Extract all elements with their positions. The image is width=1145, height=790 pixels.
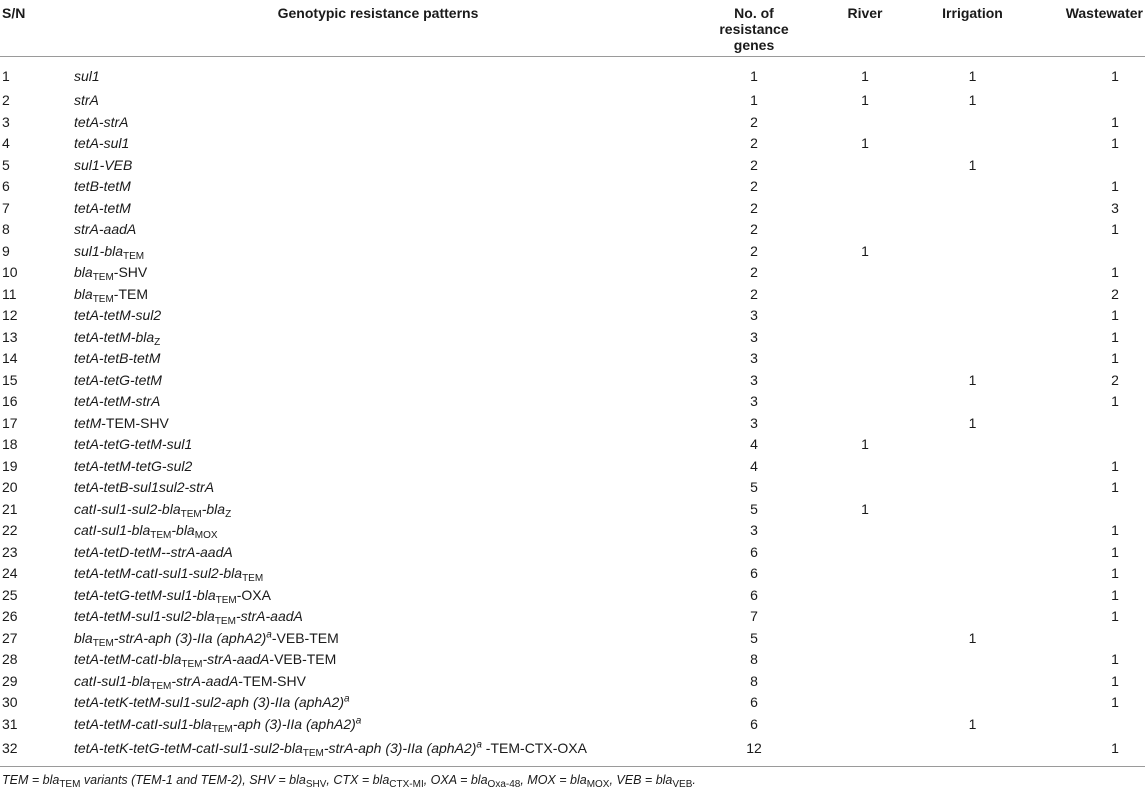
row-no-genes: 12 <box>746 739 762 756</box>
row-wastewater <box>1025 498 1145 520</box>
row-wastewater: 1 <box>1111 522 1119 539</box>
table-row <box>0 391 1145 413</box>
header-sn: S/N <box>0 0 58 56</box>
row-wastewater: 1 <box>1111 694 1119 711</box>
row-no-genes: 6 <box>750 715 758 732</box>
row-pattern: tetA-tetG-tetM <box>74 371 162 388</box>
row-pattern: strA-aadA <box>74 221 137 238</box>
row-irrigation <box>920 111 1025 133</box>
table-row <box>0 498 1145 520</box>
row-wastewater: 1 <box>1111 651 1119 668</box>
row-no-genes: 2 <box>750 178 758 195</box>
row-irrigation <box>920 391 1025 413</box>
row-irrigation <box>920 434 1025 456</box>
row-sn: 16 <box>2 393 18 410</box>
row-pattern: sul1-VEB <box>74 156 133 173</box>
row-pattern: tetA-tetM-sul2 <box>74 307 162 324</box>
row-no-genes: 3 <box>750 328 758 345</box>
table-row <box>0 262 1145 284</box>
row-pattern: tetA-sul1 <box>74 135 130 152</box>
row-pattern: catI-sul1-bla$_{TEM}$-strA-aadA-TEM-SHV <box>74 672 306 692</box>
table-row <box>0 90 1145 112</box>
row-no-genes: 2 <box>750 242 758 259</box>
table-row <box>0 326 1145 348</box>
header-pattern: Genotypic resistance patterns <box>58 0 698 56</box>
row-river <box>810 606 920 628</box>
row-river: 1 <box>861 242 869 259</box>
row-irrigation <box>920 455 1025 477</box>
row-river <box>810 111 920 133</box>
row-river <box>810 649 920 671</box>
row-no-genes: 2 <box>750 113 758 130</box>
row-no-genes: 1 <box>750 68 758 84</box>
row-river <box>810 369 920 391</box>
row-pattern: bla$_{TEM}$-TEM <box>74 285 149 305</box>
row-pattern: bla$_{TEM}$-SHV <box>74 264 148 284</box>
row-pattern: sul1 <box>74 68 100 84</box>
row-pattern: tetA-tetG-tetM-sul1 <box>74 436 193 453</box>
row-wastewater: 1 <box>1111 178 1119 195</box>
row-irrigation: 1 <box>968 92 977 109</box>
row-pattern: tetB-tetM <box>74 178 131 195</box>
row-river <box>810 197 920 219</box>
row-no-genes: 6 <box>750 694 758 711</box>
table-row <box>0 713 1145 735</box>
row-no-genes: 4 <box>750 457 758 474</box>
row-no-genes: 8 <box>750 672 758 689</box>
row-irrigation <box>920 133 1025 155</box>
row-sn: 27 <box>2 629 18 646</box>
row-no-genes: 8 <box>750 651 758 668</box>
row-wastewater: 1 <box>1111 264 1119 281</box>
table-row <box>0 627 1145 649</box>
row-sn: 9 <box>2 242 10 259</box>
row-river <box>810 391 920 413</box>
row-sn: 30 <box>2 694 18 711</box>
table-row <box>0 670 1145 692</box>
row-river <box>810 735 920 766</box>
table-row <box>0 735 1145 766</box>
row-river <box>810 326 920 348</box>
row-wastewater: 1 <box>1111 586 1119 603</box>
row-pattern: tetA-strA <box>74 113 129 130</box>
row-sn: 23 <box>2 543 18 560</box>
row-river: 1 <box>861 92 869 109</box>
row-river <box>810 176 920 198</box>
row-river <box>810 670 920 692</box>
row-sn: 29 <box>2 672 18 689</box>
table-row <box>0 176 1145 198</box>
row-river <box>810 305 920 327</box>
row-river: 1 <box>861 436 869 453</box>
row-wastewater: 1 <box>1111 68 1119 84</box>
header-no-genes-line1: No. of <box>734 5 774 21</box>
table-row <box>0 111 1145 133</box>
row-wastewater: 1 <box>1111 135 1119 152</box>
header-row <box>0 0 1145 56</box>
row-irrigation: 1 <box>968 715 977 732</box>
row-river <box>810 219 920 241</box>
row-no-genes: 3 <box>750 307 758 324</box>
row-pattern: tetA-tetK-tetG-tetM-catI-sul1-sul2-bla$_{TEM}$-strA-aph (3)-IIa (aphA2)$^a$ -TEM-CTX-OXA <box>74 738 587 759</box>
row-river <box>810 348 920 370</box>
row-sn: 17 <box>2 414 18 431</box>
row-sn: 13 <box>2 328 18 345</box>
row-river <box>810 154 920 176</box>
row-no-genes: 5 <box>750 500 758 517</box>
row-no-genes: 4 <box>750 436 758 453</box>
row-pattern: tetA-tetD-tetM--strA-aadA <box>74 543 233 560</box>
row-pattern: tetA-tetB-tetM <box>74 350 161 367</box>
row-irrigation: 1 <box>968 68 977 84</box>
row-wastewater: 3 <box>1111 199 1119 216</box>
row-wastewater: 1 <box>1111 479 1119 496</box>
row-wastewater <box>1025 434 1145 456</box>
row-no-genes: 3 <box>750 350 758 367</box>
row-pattern: tetM-TEM-SHV <box>74 414 169 431</box>
row-irrigation <box>920 541 1025 563</box>
row-wastewater: 1 <box>1111 672 1119 689</box>
row-river <box>810 627 920 649</box>
row-sn: 10 <box>2 264 18 281</box>
row-irrigation <box>920 305 1025 327</box>
row-sn: 11 <box>2 285 17 302</box>
header-wastewater: Wastewater <box>1025 0 1145 56</box>
row-no-genes: 5 <box>750 479 758 496</box>
table-row <box>0 606 1145 628</box>
row-sn: 4 <box>2 135 10 152</box>
table-row <box>0 369 1145 391</box>
table-row <box>0 563 1145 585</box>
row-pattern: tetA-tetM-catI-sul1-sul2-bla$_{TEM}$ <box>74 565 264 585</box>
table-row <box>0 477 1145 499</box>
row-pattern: tetA-tetM-catI-sul1-bla$_{TEM}$-aph (3)-IIa (aphA2)$^a$ <box>74 715 362 735</box>
table-row <box>0 584 1145 606</box>
row-river <box>810 477 920 499</box>
header-river: River <box>810 0 920 56</box>
row-sn: 31 <box>2 715 18 732</box>
table-row <box>0 56 1145 90</box>
row-no-genes: 2 <box>750 264 758 281</box>
row-sn: 25 <box>2 586 18 603</box>
row-sn: 19 <box>2 457 18 474</box>
row-pattern: sul1-bla$_{TEM}$ <box>74 242 145 262</box>
table-row <box>0 455 1145 477</box>
row-river <box>810 520 920 542</box>
row-sn: 18 <box>2 436 18 453</box>
row-wastewater: 1 <box>1111 221 1119 238</box>
row-river <box>810 541 920 563</box>
row-pattern: tetA-tetM-sul1-sul2-bla$_{TEM}$-strA-aadA <box>74 608 303 628</box>
row-wastewater <box>1025 240 1145 262</box>
row-river: 1 <box>861 135 869 152</box>
table-row <box>0 520 1145 542</box>
row-wastewater <box>1025 412 1145 434</box>
row-wastewater <box>1025 154 1145 176</box>
table-row <box>0 692 1145 714</box>
row-irrigation <box>920 670 1025 692</box>
row-sn: 7 <box>2 199 10 216</box>
row-sn: 6 <box>2 178 10 195</box>
row-no-genes: 2 <box>750 156 758 173</box>
row-wastewater: 1 <box>1111 565 1119 582</box>
table-header <box>0 0 1145 56</box>
row-no-genes: 3 <box>750 414 758 431</box>
row-irrigation <box>920 240 1025 262</box>
row-sn: 12 <box>2 307 18 324</box>
row-river: 1 <box>861 68 869 84</box>
row-irrigation <box>920 348 1025 370</box>
row-no-genes: 7 <box>750 608 758 625</box>
row-sn: 15 <box>2 371 18 388</box>
row-wastewater: 1 <box>1111 350 1119 367</box>
row-river <box>810 713 920 735</box>
row-irrigation <box>920 735 1025 766</box>
row-river: 1 <box>861 500 869 517</box>
row-river <box>810 283 920 305</box>
row-irrigation <box>920 584 1025 606</box>
row-wastewater: 2 <box>1111 285 1119 302</box>
row-wastewater <box>1025 627 1145 649</box>
row-pattern: tetA-tetM-catI-bla$_{TEM}$-strA-aadA-VEB-TEM <box>74 651 337 671</box>
table-body <box>0 56 1145 766</box>
row-wastewater: 1 <box>1111 307 1119 324</box>
row-irrigation <box>920 649 1025 671</box>
row-irrigation <box>920 477 1025 499</box>
row-irrigation <box>920 283 1025 305</box>
row-sn: 5 <box>2 156 10 173</box>
row-pattern: tetA-tetK-tetM-sul1-sul2-aph (3)-IIa (aphA2)$^a$ <box>74 693 350 711</box>
row-irrigation <box>920 692 1025 714</box>
row-irrigation <box>920 326 1025 348</box>
row-river <box>810 455 920 477</box>
row-river <box>810 412 920 434</box>
row-no-genes: 5 <box>750 629 758 646</box>
row-pattern: catI-sul1-sul2-bla$_{TEM}$-bla$_Z$ <box>74 500 232 520</box>
row-sn: 1 <box>2 68 10 84</box>
row-wastewater: 1 <box>1111 113 1119 130</box>
table-row <box>0 240 1145 262</box>
row-no-genes: 2 <box>750 221 758 238</box>
header-irrigation: Irrigation <box>920 0 1025 56</box>
row-irrigation <box>920 606 1025 628</box>
row-wastewater: 1 <box>1111 608 1119 625</box>
row-sn: 26 <box>2 608 18 625</box>
row-irrigation: 1 <box>968 414 977 431</box>
row-no-genes: 2 <box>750 285 758 302</box>
row-wastewater: 1 <box>1111 457 1119 474</box>
row-sn: 14 <box>2 350 18 367</box>
row-sn: 22 <box>2 522 18 539</box>
row-irrigation <box>920 563 1025 585</box>
row-sn: 21 <box>2 500 18 517</box>
row-wastewater <box>1025 90 1145 112</box>
row-no-genes: 2 <box>750 199 758 216</box>
row-wastewater <box>1025 713 1145 735</box>
row-sn: 2 <box>2 92 10 109</box>
header-no-genes <box>698 0 810 56</box>
row-wastewater: 2 <box>1111 371 1119 388</box>
row-no-genes: 3 <box>750 371 758 388</box>
table-row <box>0 219 1145 241</box>
row-river <box>810 584 920 606</box>
table-row <box>0 305 1145 327</box>
row-pattern: tetA-tetG-tetM-sul1-bla$_{TEM}$-OXA <box>74 586 271 606</box>
row-wastewater: 1 <box>1111 328 1119 345</box>
table-row <box>0 541 1145 563</box>
row-sn: 24 <box>2 565 18 582</box>
row-pattern: bla$_{TEM}$-strA-aph (3)-IIa (aphA2)$^a$-VEB-TEM <box>74 629 339 649</box>
row-no-genes: 3 <box>750 522 758 539</box>
row-irrigation <box>920 176 1025 198</box>
row-no-genes: 3 <box>750 393 758 410</box>
row-pattern: strA <box>74 92 99 109</box>
row-river <box>810 262 920 284</box>
row-no-genes: 2 <box>750 135 758 152</box>
row-wastewater: 1 <box>1111 739 1119 756</box>
row-no-genes: 1 <box>750 92 758 109</box>
table-row <box>0 649 1145 671</box>
row-irrigation: 1 <box>968 156 977 173</box>
row-wastewater: 1 <box>1111 543 1119 560</box>
table-row <box>0 348 1145 370</box>
row-pattern: tetA-tetM-strA <box>74 393 161 410</box>
row-pattern: tetA-tetB-sul1sul2-strA <box>74 479 215 496</box>
row-wastewater: 1 <box>1111 393 1119 410</box>
table-footnote: TEM = bla$_{TEM}$ variants (TEM-1 and TEM-2), SHV = bla$_{SHV}$, CTX = bla$_{CTX-MI}$, OXA = bla$_{Oxa-48}$, MOX = bla$_{MOX}$, VEB = bla$_{VEB}$. <box>2 772 696 790</box>
row-sn: 32 <box>2 739 18 756</box>
row-sn: 3 <box>2 113 10 130</box>
row-irrigation: 1 <box>968 371 977 388</box>
row-irrigation: 1 <box>968 629 977 646</box>
row-sn: 20 <box>2 479 18 496</box>
row-pattern: catI-sul1-bla$_{TEM}$-bla$_{MOX}$ <box>74 522 218 542</box>
header-no-genes-line2: resistance genes <box>719 21 789 53</box>
table-row <box>0 412 1145 434</box>
row-irrigation <box>920 197 1025 219</box>
table-row <box>0 133 1145 155</box>
row-river <box>810 563 920 585</box>
row-irrigation <box>920 498 1025 520</box>
row-pattern: tetA-tetM-tetG-sul2 <box>74 457 193 474</box>
row-irrigation <box>920 262 1025 284</box>
table-row <box>0 434 1145 456</box>
table-row <box>0 283 1145 305</box>
row-sn: 28 <box>2 651 18 668</box>
row-sn: 8 <box>2 221 10 238</box>
table-row <box>0 154 1145 176</box>
row-no-genes: 6 <box>750 586 758 603</box>
row-irrigation <box>920 219 1025 241</box>
row-irrigation <box>920 520 1025 542</box>
row-river <box>810 692 920 714</box>
row-no-genes: 6 <box>750 565 758 582</box>
row-pattern: tetA-tetM-bla$_Z$ <box>74 328 161 348</box>
table-row <box>0 197 1145 219</box>
row-pattern: tetA-tetM <box>74 199 131 216</box>
row-no-genes: 6 <box>750 543 758 560</box>
